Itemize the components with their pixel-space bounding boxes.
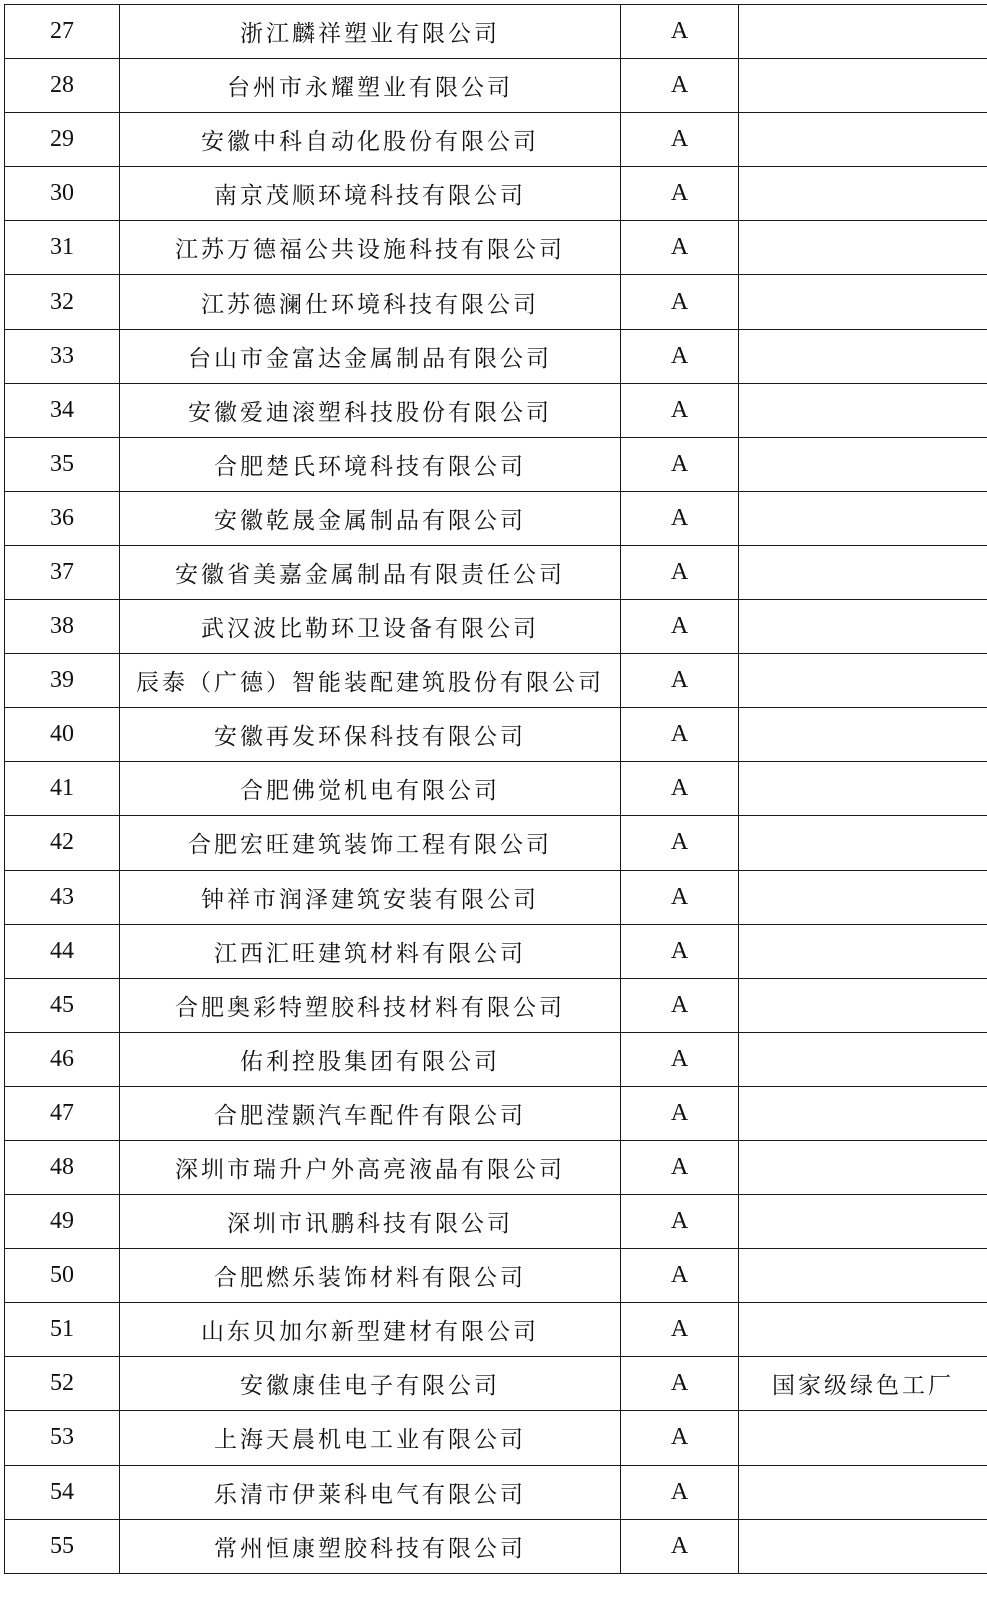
row-number-cell: 55: [5, 1519, 120, 1573]
table-row: [5, 1086, 987, 1140]
company-name-cell: 武汉波比勒环卫设备有限公司: [120, 600, 621, 654]
company-name-cell: 安徽爱迪滚塑科技股份有限公司: [120, 383, 621, 437]
company-name-cell: 江苏万德福公共设施科技有限公司: [120, 221, 621, 275]
table-row: [5, 600, 987, 654]
company-name-cell: 浙江麟祥塑业有限公司: [120, 5, 621, 59]
table-row: [5, 924, 987, 978]
table-body: [5, 5, 987, 1574]
note-cell: [739, 545, 987, 599]
note-cell: [739, 600, 987, 654]
note-cell: [739, 491, 987, 545]
table-row: [5, 1465, 987, 1519]
grade-cell: A: [621, 1465, 739, 1519]
table-row: [5, 1032, 987, 1086]
table-row: [5, 1357, 987, 1411]
note-cell: [739, 1195, 987, 1249]
row-number-cell: 37: [5, 545, 120, 599]
company-name-cell: 江西汇旺建筑材料有限公司: [120, 924, 621, 978]
note-cell: [739, 870, 987, 924]
grade-cell: A: [621, 275, 739, 329]
table-row: [5, 383, 987, 437]
note-cell: [739, 816, 987, 870]
table-row: [5, 1140, 987, 1194]
grade-cell: A: [621, 545, 739, 599]
row-number-cell: 47: [5, 1086, 120, 1140]
grade-cell: A: [621, 1411, 739, 1465]
note-cell: [739, 1465, 987, 1519]
company-rating-table: [4, 4, 987, 1574]
row-number-cell: 28: [5, 59, 120, 113]
table-row: [5, 491, 987, 545]
company-name-cell: 合肥佛觉机电有限公司: [120, 762, 621, 816]
table-row: [5, 5, 987, 59]
table-row: [5, 762, 987, 816]
row-number-cell: 54: [5, 1465, 120, 1519]
company-name-cell: 山东贝加尔新型建材有限公司: [120, 1303, 621, 1357]
table-row: [5, 113, 987, 167]
row-number-cell: 44: [5, 924, 120, 978]
table-row: [5, 1303, 987, 1357]
row-number-cell: 50: [5, 1249, 120, 1303]
company-name-cell: 乐清市伊莱科电气有限公司: [120, 1465, 621, 1519]
table-row: [5, 978, 987, 1032]
row-number-cell: 45: [5, 978, 120, 1032]
note-cell: [739, 1249, 987, 1303]
grade-cell: A: [621, 654, 739, 708]
grade-cell: A: [621, 978, 739, 1032]
row-number-cell: 34: [5, 383, 120, 437]
grade-cell: A: [621, 1140, 739, 1194]
company-name-cell: 佑利控股集团有限公司: [120, 1032, 621, 1086]
note-cell: [739, 113, 987, 167]
row-number-cell: 30: [5, 167, 120, 221]
note-cell: [739, 59, 987, 113]
note-cell: [739, 654, 987, 708]
note-cell: [739, 978, 987, 1032]
table-row: [5, 1519, 987, 1573]
company-name-cell: 常州恒康塑胶科技有限公司: [120, 1519, 621, 1573]
grade-cell: A: [621, 383, 739, 437]
grade-cell: A: [621, 924, 739, 978]
table-row: [5, 167, 987, 221]
table-row: [5, 708, 987, 762]
grade-cell: A: [621, 5, 739, 59]
note-cell: [739, 1303, 987, 1357]
row-number-cell: 48: [5, 1140, 120, 1194]
company-name-cell: 南京茂顺环境科技有限公司: [120, 167, 621, 221]
row-number-cell: 39: [5, 654, 120, 708]
table-row: [5, 221, 987, 275]
table-row: [5, 329, 987, 383]
company-name-cell: 深圳市讯鹏科技有限公司: [120, 1195, 621, 1249]
company-name-cell: 安徽乾晟金属制品有限公司: [120, 491, 621, 545]
table-row: [5, 59, 987, 113]
note-cell: [739, 1411, 987, 1465]
row-number-cell: 46: [5, 1032, 120, 1086]
note-cell: [739, 1032, 987, 1086]
grade-cell: A: [621, 1195, 739, 1249]
company-name-cell: 台山市金富达金属制品有限公司: [120, 329, 621, 383]
row-number-cell: 41: [5, 762, 120, 816]
note-cell: [739, 167, 987, 221]
grade-cell: A: [621, 167, 739, 221]
grade-cell: A: [621, 59, 739, 113]
row-number-cell: 51: [5, 1303, 120, 1357]
company-name-cell: 安徽再发环保科技有限公司: [120, 708, 621, 762]
grade-cell: A: [621, 1357, 739, 1411]
note-cell: [739, 383, 987, 437]
company-name-cell: 合肥滢颢汽车配件有限公司: [120, 1086, 621, 1140]
grade-cell: A: [621, 437, 739, 491]
row-number-cell: 52: [5, 1357, 120, 1411]
table-row: [5, 545, 987, 599]
table-row: [5, 437, 987, 491]
table-row: [5, 816, 987, 870]
company-name-cell: 安徽省美嘉金属制品有限责任公司: [120, 545, 621, 599]
table-row: [5, 1249, 987, 1303]
table-row: [5, 1411, 987, 1465]
company-name-cell: 合肥楚氏环境科技有限公司: [120, 437, 621, 491]
company-name-cell: 合肥燃乐装饰材料有限公司: [120, 1249, 621, 1303]
company-name-cell: 台州市永耀塑业有限公司: [120, 59, 621, 113]
row-number-cell: 33: [5, 329, 120, 383]
note-cell: [739, 1519, 987, 1573]
company-name-cell: 合肥奥彩特塑胶科技材料有限公司: [120, 978, 621, 1032]
table-row: [5, 275, 987, 329]
note-cell: [739, 1140, 987, 1194]
company-name-cell: 上海天晨机电工业有限公司: [120, 1411, 621, 1465]
note-cell: [739, 1086, 987, 1140]
table-row: [5, 1195, 987, 1249]
grade-cell: A: [621, 491, 739, 545]
company-name-cell: 辰泰（广德）智能装配建筑股份有限公司: [120, 654, 621, 708]
grade-cell: A: [621, 221, 739, 275]
row-number-cell: 43: [5, 870, 120, 924]
company-name-cell: 安徽中科自动化股份有限公司: [120, 113, 621, 167]
company-name-cell: 安徽康佳电子有限公司: [120, 1357, 621, 1411]
row-number-cell: 42: [5, 816, 120, 870]
note-cell: [739, 437, 987, 491]
grade-cell: A: [621, 329, 739, 383]
row-number-cell: 32: [5, 275, 120, 329]
row-number-cell: 27: [5, 5, 120, 59]
company-name-cell: 江苏德澜仕环境科技有限公司: [120, 275, 621, 329]
grade-cell: A: [621, 113, 739, 167]
grade-cell: A: [621, 1303, 739, 1357]
note-cell: 国家级绿色工厂: [739, 1357, 987, 1411]
row-number-cell: 40: [5, 708, 120, 762]
grade-cell: A: [621, 816, 739, 870]
company-name-cell: 钟祥市润泽建筑安装有限公司: [120, 870, 621, 924]
grade-cell: A: [621, 762, 739, 816]
note-cell: [739, 329, 987, 383]
row-number-cell: 31: [5, 221, 120, 275]
row-number-cell: 53: [5, 1411, 120, 1465]
grade-cell: A: [621, 870, 739, 924]
note-cell: [739, 924, 987, 978]
row-number-cell: 36: [5, 491, 120, 545]
grade-cell: A: [621, 1032, 739, 1086]
grade-cell: A: [621, 600, 739, 654]
table-row: [5, 654, 987, 708]
row-number-cell: 29: [5, 113, 120, 167]
row-number-cell: 38: [5, 600, 120, 654]
table-row: [5, 870, 987, 924]
company-name-cell: 深圳市瑞升户外高亮液晶有限公司: [120, 1140, 621, 1194]
note-cell: [739, 762, 987, 816]
grade-cell: A: [621, 1519, 739, 1573]
row-number-cell: 49: [5, 1195, 120, 1249]
note-cell: [739, 221, 987, 275]
note-cell: [739, 5, 987, 59]
row-number-cell: 35: [5, 437, 120, 491]
grade-cell: A: [621, 1249, 739, 1303]
grade-cell: A: [621, 708, 739, 762]
grade-cell: A: [621, 1086, 739, 1140]
company-name-cell: 合肥宏旺建筑装饰工程有限公司: [120, 816, 621, 870]
note-cell: [739, 708, 987, 762]
note-cell: [739, 275, 987, 329]
